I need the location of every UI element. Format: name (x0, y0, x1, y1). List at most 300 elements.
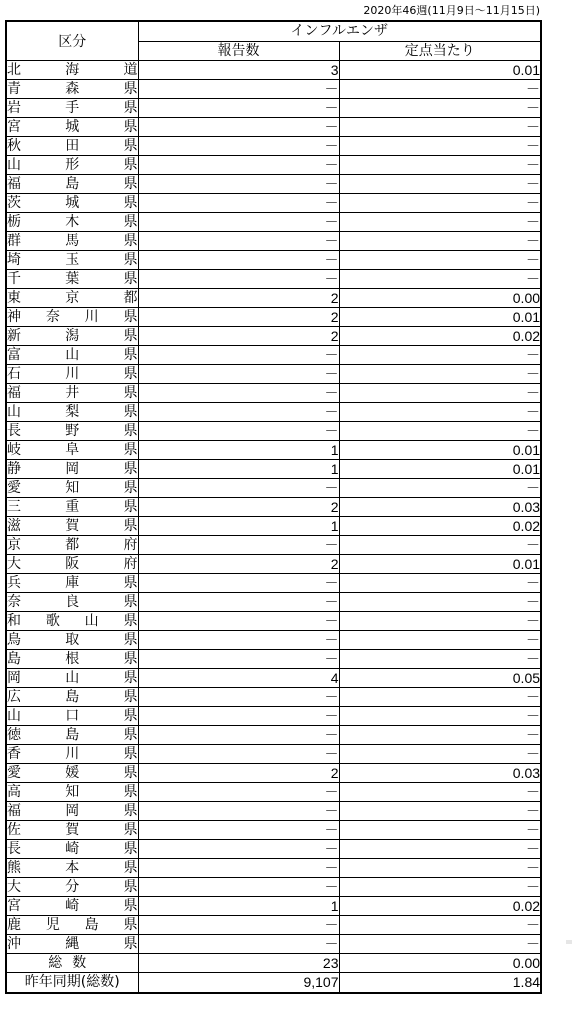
reports-cell: － (138, 213, 339, 232)
prefecture-name-char: 玉 (65, 251, 80, 268)
reports-cell: － (138, 707, 339, 726)
per-site-cell: 0.01 (339, 441, 541, 460)
table-row (6, 821, 541, 840)
influenza-group-header: インフルエンザ (138, 21, 541, 42)
prefecture-name-char: 島 (65, 175, 80, 192)
prefecture-name (6, 726, 138, 745)
table-row (6, 536, 541, 555)
prefecture-name-char: 根 (65, 650, 80, 667)
reports-cell: － (138, 251, 339, 270)
table-row (6, 403, 541, 422)
prefecture-name-char: 県 (123, 897, 138, 914)
table-row (6, 384, 541, 403)
reports-cell: － (138, 612, 339, 631)
prefecture-name-char: 県 (123, 99, 138, 116)
prefecture-name-char: 県 (123, 802, 138, 819)
reports-cell: － (138, 745, 339, 764)
prefecture-rows (6, 61, 541, 954)
prefecture-name-char: 県 (123, 422, 138, 439)
prefecture-name-char: 県 (123, 156, 138, 173)
table-row (6, 479, 541, 498)
table-row (6, 213, 541, 232)
reports-cell: － (138, 422, 339, 441)
reports-cell: － (138, 574, 339, 593)
table-row (6, 612, 541, 631)
reports-cell: － (138, 878, 339, 897)
table-row (6, 745, 541, 764)
table-row (6, 422, 541, 441)
prefecture-name (6, 745, 138, 764)
reports-cell: 2 (138, 764, 339, 783)
prefecture-name-char: 都 (123, 289, 138, 306)
per-site-cell: 0.00 (339, 289, 541, 308)
prefecture-name (6, 688, 138, 707)
prefecture-name-char: 崎 (65, 840, 80, 857)
prefecture-name-char: 阜 (65, 441, 80, 458)
prefecture-name-char: 道 (123, 61, 138, 78)
prefecture-name-char: 兵 (7, 574, 21, 591)
table-row (6, 764, 541, 783)
reports-cell: － (138, 194, 339, 213)
total-reports: 23 (138, 954, 339, 973)
prefecture-name-char: 県 (123, 498, 138, 515)
prefecture-name (6, 137, 138, 156)
reports-cell: － (138, 536, 339, 555)
prefecture-name-char: 福 (7, 384, 21, 401)
prefecture-name-char: 栃 (7, 213, 21, 230)
prefecture-name-char: 馬 (65, 232, 80, 249)
per-site-cell: － (339, 783, 541, 802)
table-row (6, 517, 541, 536)
table-row (6, 99, 541, 118)
prefecture-name-char: 県 (123, 764, 138, 781)
prefecture-name-char: 香 (7, 745, 21, 762)
table-row (6, 289, 541, 308)
prefecture-name-char: 三 (7, 498, 21, 515)
prefecture-name (6, 346, 138, 365)
reports-cell: － (138, 479, 339, 498)
prefecture-name-char: 県 (123, 574, 138, 591)
reports-cell: － (138, 631, 339, 650)
per-site-cell: － (339, 802, 541, 821)
reports-cell: － (138, 175, 339, 194)
reports-cell: － (138, 688, 339, 707)
prefecture-name-char: 山 (7, 403, 21, 420)
table-row (6, 726, 541, 745)
prefecture-name-char: 岡 (7, 669, 21, 686)
reports-cell: － (138, 99, 339, 118)
table-row (6, 80, 541, 99)
prefecture-name-char: 取 (65, 631, 80, 648)
per-site-cell: － (339, 137, 541, 156)
table-row (6, 897, 541, 916)
prefecture-name-char: 県 (123, 327, 138, 344)
prefecture-name (6, 821, 138, 840)
prefecture-name-char: 県 (123, 213, 138, 230)
region-column-header: 区分 (6, 21, 138, 61)
reports-cell: － (138, 403, 339, 422)
prefecture-name (6, 384, 138, 403)
prefecture-name-char: 愛 (7, 764, 21, 781)
prefecture-name-char: 野 (65, 422, 80, 439)
per-site-cell: － (339, 80, 541, 99)
prefecture-name-char: 葉 (65, 270, 80, 287)
reports-cell: 1 (138, 897, 339, 916)
prefecture-name-char: 和 (7, 612, 21, 629)
prefecture-name-char: 神 (7, 308, 21, 325)
prefecture-name-char: 崎 (65, 897, 80, 914)
prefecture-name-char: 良 (65, 593, 80, 610)
report-period: 2020年46週(11月9日～11月15日) (363, 4, 540, 17)
prefecture-name-char: 木 (65, 213, 80, 230)
reports-cell: － (138, 783, 339, 802)
table-row (6, 707, 541, 726)
prefecture-name-char: 県 (123, 631, 138, 648)
prefecture-name-char: 沖 (7, 935, 21, 952)
prefecture-name-char: 茨 (7, 194, 21, 211)
reports-cell: － (138, 650, 339, 669)
prefecture-name (6, 878, 138, 897)
prefecture-name-char: 川 (65, 365, 80, 382)
prefecture-name-char: 県 (123, 707, 138, 724)
per-site-cell: － (339, 479, 541, 498)
reports-cell: 1 (138, 517, 339, 536)
prefecture-name (6, 536, 138, 555)
table-row (6, 916, 541, 935)
prefecture-name-char: 田 (65, 137, 80, 154)
table-row (6, 878, 541, 897)
prefecture-name-char: 県 (123, 935, 138, 952)
prefecture-name-char: 滋 (7, 517, 21, 534)
per-site-cell: 0.03 (339, 498, 541, 517)
prefecture-name-char: 県 (123, 403, 138, 420)
table-row (6, 346, 541, 365)
per-site-cell: － (339, 346, 541, 365)
table-row (6, 441, 541, 460)
per-site-cell: － (339, 935, 541, 954)
prefecture-name-char: 県 (123, 840, 138, 857)
prefecture-name-char: 福 (7, 802, 21, 819)
prefecture-name (6, 935, 138, 954)
per-site-cell: － (339, 365, 541, 384)
prefecture-name-char: 分 (65, 878, 80, 895)
reports-cell: 2 (138, 498, 339, 517)
prefecture-name-char: 大 (7, 555, 21, 572)
reports-cell: 2 (138, 555, 339, 574)
per-site-cell: － (339, 878, 541, 897)
prefecture-name-char: 長 (7, 840, 21, 857)
previous-year-reports: 9,107 (138, 973, 339, 994)
prefecture-name (6, 441, 138, 460)
prefecture-name-char: 秋 (7, 137, 21, 154)
table-row (6, 802, 541, 821)
table-row (6, 270, 541, 289)
prefecture-name-char: 県 (123, 460, 138, 477)
prefecture-name (6, 612, 138, 631)
prefecture-name (6, 764, 138, 783)
prefecture-name-char: 岡 (65, 802, 80, 819)
reports-cell: － (138, 232, 339, 251)
influenza-report-table (5, 20, 542, 994)
prefecture-name (6, 650, 138, 669)
reports-cell: － (138, 365, 339, 384)
per-site-cell: － (339, 384, 541, 403)
prefecture-name-char: 島 (65, 688, 80, 705)
prefecture-name-char: 高 (7, 783, 21, 800)
per-site-cell: － (339, 213, 541, 232)
prefecture-name-char: 形 (65, 156, 80, 173)
table-row (6, 327, 541, 346)
prefecture-name-char: 県 (123, 783, 138, 800)
prefecture-name-char: 長 (7, 422, 21, 439)
table-row (6, 194, 541, 213)
prefecture-name-char: 宮 (7, 897, 21, 914)
prefecture-name-char: 県 (123, 137, 138, 154)
reports-cell: 2 (138, 289, 339, 308)
prefecture-name (6, 669, 138, 688)
reports-cell: 3 (138, 61, 339, 80)
prefecture-name (6, 498, 138, 517)
prefecture-name (6, 897, 138, 916)
prefecture-name-char: 広 (7, 688, 21, 705)
prefecture-name-char: 岡 (65, 460, 80, 477)
prefecture-name-char: 川 (84, 308, 99, 325)
prefecture-name-char: 島 (7, 650, 21, 667)
prefecture-name-char: 手 (65, 99, 80, 116)
per-site-column-header: 定点当たり (339, 42, 541, 61)
per-site-cell: － (339, 745, 541, 764)
table-row (6, 840, 541, 859)
prefecture-name-char: 鳥 (7, 631, 21, 648)
prefecture-name-char: 岐 (7, 441, 21, 458)
prefecture-name-char: 県 (123, 194, 138, 211)
scan-artifact (566, 940, 572, 944)
prefecture-name (6, 593, 138, 612)
per-site-cell: 0.01 (339, 61, 541, 80)
table-row (6, 365, 541, 384)
prefecture-name-char: 島 (65, 726, 80, 743)
prefecture-name-char: 本 (65, 859, 80, 876)
prefecture-name-char: 県 (123, 745, 138, 762)
per-site-cell: － (339, 859, 541, 878)
reports-cell: － (138, 270, 339, 289)
prefecture-name (6, 802, 138, 821)
prefecture-name-char: 石 (7, 365, 21, 382)
table-row (6, 118, 541, 137)
reports-cell: － (138, 156, 339, 175)
prefecture-name-char: 県 (123, 346, 138, 363)
per-site-cell: 0.02 (339, 897, 541, 916)
prefecture-name (6, 175, 138, 194)
table-row (6, 460, 541, 479)
prefecture-name-char: 山 (7, 156, 21, 173)
prefecture-name-char: 重 (65, 498, 80, 515)
prefecture-name (6, 156, 138, 175)
prefecture-name-char: 県 (123, 365, 138, 382)
table-row (6, 137, 541, 156)
reports-cell: － (138, 593, 339, 612)
reports-cell: － (138, 384, 339, 403)
prefecture-name (6, 308, 138, 327)
table-row (6, 308, 541, 327)
table-row (6, 935, 541, 954)
prefecture-name (6, 783, 138, 802)
table-row (6, 232, 541, 251)
per-site-cell: － (339, 251, 541, 270)
prefecture-name-char: 新 (7, 327, 21, 344)
per-site-cell: － (339, 612, 541, 631)
per-site-cell: 0.01 (339, 308, 541, 327)
reports-cell: 1 (138, 441, 339, 460)
reports-cell: － (138, 346, 339, 365)
table-row (6, 783, 541, 802)
prefecture-name-char: 山 (7, 707, 21, 724)
table-row (6, 593, 541, 612)
per-site-cell: 0.02 (339, 327, 541, 346)
prefecture-name (6, 213, 138, 232)
reports-cell: － (138, 118, 339, 137)
per-site-cell: － (339, 156, 541, 175)
prefecture-name-char: 鹿 (7, 916, 21, 933)
prefecture-name (6, 479, 138, 498)
prefecture-name-char: 県 (123, 384, 138, 401)
prefecture-name-char: 歌 (45, 612, 60, 629)
prefecture-name-char: 県 (123, 878, 138, 895)
per-site-cell: － (339, 270, 541, 289)
prefecture-name-char: 県 (123, 232, 138, 249)
prefecture-name-char: 口 (65, 707, 80, 724)
prefecture-name-char: 奈 (7, 593, 21, 610)
prefecture-name-char: 千 (7, 270, 21, 287)
prefecture-name-char: 京 (65, 289, 80, 306)
prefecture-name (6, 517, 138, 536)
reports-cell: － (138, 859, 339, 878)
per-site-cell: 0.01 (339, 460, 541, 479)
prefecture-name-char: 県 (123, 821, 138, 838)
prefecture-name-char: 県 (123, 859, 138, 876)
per-site-cell: － (339, 688, 541, 707)
prefecture-name-char: 福 (7, 175, 21, 192)
prefecture-name (6, 859, 138, 878)
per-site-cell: － (339, 650, 541, 669)
prefecture-name-char: 京 (7, 536, 21, 553)
table-row (6, 156, 541, 175)
table-row (6, 669, 541, 688)
per-site-cell: － (339, 840, 541, 859)
per-site-cell: － (339, 821, 541, 840)
prefecture-name-char: 群 (7, 232, 21, 249)
prefecture-name (6, 270, 138, 289)
reports-cell: － (138, 726, 339, 745)
per-site-cell: － (339, 422, 541, 441)
prefecture-name-char: 県 (123, 916, 138, 933)
previous-year-per-site: 1.84 (339, 973, 541, 994)
table-row (6, 631, 541, 650)
prefecture-name (6, 631, 138, 650)
prefecture-name (6, 118, 138, 137)
total-row (6, 954, 541, 973)
prefecture-name-char: 知 (65, 783, 80, 800)
prefecture-name-char: 児 (45, 916, 60, 933)
per-site-cell: 0.02 (339, 517, 541, 536)
prefecture-name-char: 山 (65, 346, 80, 363)
previous-year-label: 昨年同期(総数) (6, 973, 138, 994)
prefecture-name (6, 707, 138, 726)
prefecture-name-char: 青 (7, 80, 21, 97)
per-site-cell: － (339, 194, 541, 213)
table-row (6, 574, 541, 593)
total-label: 総数 (6, 954, 138, 973)
prefecture-name (6, 251, 138, 270)
prefecture-name-char: 県 (123, 650, 138, 667)
total-per-site: 0.00 (339, 954, 541, 973)
prefecture-name-char: 県 (123, 517, 138, 534)
table-row (6, 555, 541, 574)
prefecture-name-char: 県 (123, 669, 138, 686)
prefecture-name-char: 知 (65, 479, 80, 496)
table-row (6, 61, 541, 80)
reports-cell: － (138, 821, 339, 840)
per-site-cell: － (339, 631, 541, 650)
prefecture-name-char: 森 (65, 80, 80, 97)
per-site-cell: 0.01 (339, 555, 541, 574)
prefecture-name-char: 東 (7, 289, 21, 306)
table-row (6, 859, 541, 878)
table-row (6, 251, 541, 270)
reports-cell: － (138, 916, 339, 935)
per-site-cell: － (339, 574, 541, 593)
per-site-cell: 0.05 (339, 669, 541, 688)
prefecture-name-char: 北 (7, 61, 21, 78)
prefecture-name-char: 都 (65, 536, 80, 553)
per-site-cell: － (339, 403, 541, 422)
prefecture-name-char: 県 (123, 175, 138, 192)
prefecture-name-char: 徳 (7, 726, 21, 743)
prefecture-name-char: 阪 (65, 555, 80, 572)
prefecture-name-char: 大 (7, 878, 21, 895)
per-site-cell: － (339, 726, 541, 745)
per-site-cell: － (339, 99, 541, 118)
per-site-cell: － (339, 593, 541, 612)
prefecture-name-char: 熊 (7, 859, 21, 876)
prefecture-name (6, 232, 138, 251)
prefecture-name (6, 403, 138, 422)
prefecture-name-char: 佐 (7, 821, 21, 838)
reports-cell: 4 (138, 669, 339, 688)
prefecture-name-char: 県 (123, 479, 138, 496)
table-row (6, 498, 541, 517)
prefecture-name-char: 井 (65, 384, 80, 401)
table-row (6, 650, 541, 669)
table-row (6, 175, 541, 194)
prefecture-name-char: 愛 (7, 479, 21, 496)
prefecture-name-char: 府 (123, 536, 138, 553)
per-site-cell: － (339, 232, 541, 251)
prefecture-name-char: 川 (65, 745, 80, 762)
prefecture-name-char: 静 (7, 460, 21, 477)
prefecture-name (6, 422, 138, 441)
prefecture-name-char: 県 (123, 308, 138, 325)
prefecture-name-char: 県 (123, 80, 138, 97)
prefecture-name (6, 365, 138, 384)
prefecture-name-char: 府 (123, 555, 138, 572)
reports-cell: － (138, 137, 339, 156)
prefecture-name (6, 916, 138, 935)
prefecture-name-char: 富 (7, 346, 21, 363)
reports-cell: － (138, 840, 339, 859)
reports-column-header: 報告数 (138, 42, 339, 61)
prefecture-name-char: 奈 (45, 308, 60, 325)
